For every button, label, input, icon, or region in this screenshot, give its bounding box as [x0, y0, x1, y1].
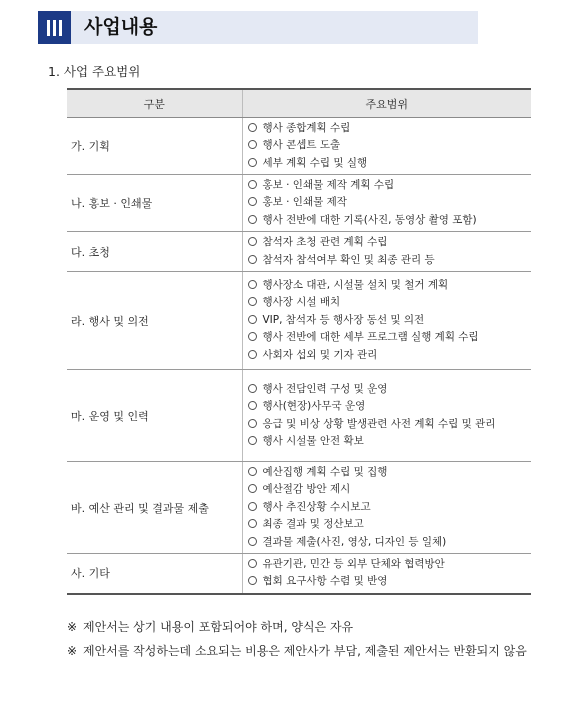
list-item: [247, 573, 528, 590]
circle-bullet-icon: [248, 255, 257, 264]
circle-bullet-icon: [248, 467, 257, 476]
list-item: [247, 212, 528, 229]
row-category: 가. 기획: [67, 118, 242, 175]
scope-item-text: 행사 콘셉트 도출: [262, 139, 341, 152]
note-text: 제안서를 작성하는데 소요되는 비용은 제안사가 부담, 제출된 제안서는 반환되지 않음: [83, 644, 527, 658]
circle-bullet-icon: [248, 297, 257, 306]
scope-item-text: 유관기관, 민간 등 외부 단체와 협력방안: [262, 557, 445, 570]
row-scope-cell: [242, 462, 531, 554]
scope-item-text: 행사 전반에 대한 기록(사진, 동영상 촬영 포함): [262, 213, 477, 226]
circle-bullet-icon: [248, 123, 257, 132]
circle-bullet-icon: [248, 576, 257, 585]
scope-item-text: 예산절감 방안 제시: [262, 483, 351, 496]
table-row: [67, 370, 531, 462]
list-item: [247, 120, 528, 137]
scope-item-list: [247, 277, 528, 364]
circle-bullet-icon: [248, 180, 257, 189]
row-category: 나. 홍보 · 인쇄물: [67, 175, 242, 232]
circle-bullet-icon: [248, 559, 257, 568]
page-title: 사업내용: [84, 16, 158, 38]
scope-item-list: [247, 177, 528, 229]
scope-item-text: 행사 종합계획 수립: [262, 121, 351, 134]
row-category: 바. 예산 관리 및 결과물 제출: [67, 462, 242, 554]
scope-item-list: [247, 464, 528, 551]
scope-item-text: 행사 추진상황 수시보고: [262, 500, 371, 513]
scope-item-text: 행사(현장)사무국 운영: [262, 400, 366, 413]
scope-item-text: 행사 전반에 대한 세부 프로그램 실행 계획 수립: [262, 331, 479, 344]
business-scope-table: [67, 88, 531, 595]
row-scope-cell: [242, 554, 531, 594]
scope-item-text: 최종 결과 및 정산보고: [262, 518, 364, 531]
circle-bullet-icon: [248, 484, 257, 493]
circle-bullet-icon: [248, 519, 257, 528]
table-row: [67, 118, 531, 175]
scope-item-text: 홍보 · 인쇄물 제작: [262, 196, 347, 209]
reference-mark-icon: ※: [67, 620, 78, 634]
scope-item-text: 행사장소 대관, 시설물 설치 및 철거 계획: [262, 278, 449, 291]
roman-numeral-three-icon: [47, 20, 62, 36]
circle-bullet-icon: [248, 332, 257, 341]
scope-item-text: 행사 시설물 안전 확보: [262, 434, 364, 447]
column-header-category: 구분: [67, 89, 242, 118]
table-row: [67, 232, 531, 272]
scope-item-text: 참석자 초청 관련 계획 수립: [262, 236, 388, 249]
list-item: [247, 381, 528, 398]
circle-bullet-icon: [248, 502, 257, 511]
scope-item-text: 사회자 섭외 및 기자 관리: [262, 348, 378, 361]
scope-item-text: VIP, 참석자 등 행사장 동선 및 의전: [262, 313, 425, 326]
circle-bullet-icon: [248, 280, 257, 289]
roman-numeral-badge: [38, 11, 71, 44]
circle-bullet-icon: [248, 401, 257, 410]
scope-item-list: [247, 120, 528, 172]
row-scope-cell: [242, 118, 531, 175]
note-text: 제안서는 상기 내용이 포함되어야 하며, 양식은 자유: [83, 620, 354, 634]
list-item: [247, 177, 528, 194]
list-item: [247, 137, 528, 154]
list-item: [247, 398, 528, 415]
list-item: [247, 516, 528, 533]
scope-item-text: 세부 계획 수립 및 실행: [262, 156, 368, 169]
circle-bullet-icon: [248, 384, 257, 393]
circle-bullet-icon: [248, 350, 257, 359]
row-category: 라. 행사 및 의전: [67, 272, 242, 370]
scope-item-text: 행사장 시설 배치: [262, 296, 341, 309]
list-item: [247, 329, 528, 346]
list-item: [247, 234, 528, 251]
table-row: [67, 554, 531, 594]
list-item: [247, 252, 528, 269]
list-item: [247, 347, 528, 364]
section-header: [38, 11, 478, 44]
table-row: [67, 175, 531, 232]
list-item: [247, 534, 528, 551]
circle-bullet-icon: [248, 215, 257, 224]
table-row: [67, 272, 531, 370]
circle-bullet-icon: [248, 158, 257, 167]
list-item: [247, 294, 528, 311]
scope-item-text: 응급 및 비상 상황 발생관련 사전 계획 수립 및 관리: [262, 417, 496, 430]
list-item: [247, 416, 528, 433]
note-1: [67, 616, 533, 638]
list-item: [247, 277, 528, 294]
row-category: 다. 초청: [67, 232, 242, 272]
list-item: [247, 433, 528, 450]
list-item: [247, 194, 528, 211]
row-category: 사. 기타: [67, 554, 242, 594]
note-2: [67, 640, 561, 662]
reference-mark-icon: ※: [67, 644, 78, 658]
row-category: 마. 운영 및 인력: [67, 370, 242, 462]
list-item: [247, 556, 528, 573]
column-header-scope: 주요범위: [242, 89, 531, 118]
scope-item-text: 결과물 제출(사진, 영상, 디자인 등 일체): [262, 535, 447, 548]
circle-bullet-icon: [248, 140, 257, 149]
row-scope-cell: [242, 272, 531, 370]
list-item: [247, 464, 528, 481]
circle-bullet-icon: [248, 436, 257, 445]
table-row: [67, 462, 531, 554]
row-scope-cell: [242, 232, 531, 272]
circle-bullet-icon: [248, 419, 257, 428]
circle-bullet-icon: [248, 197, 257, 206]
row-scope-cell: [242, 175, 531, 232]
list-item: [247, 312, 528, 329]
table-header-row: [67, 89, 531, 118]
scope-item-text: 행사 전담인력 구성 및 운영: [262, 382, 388, 395]
scope-item-text: 참석자 참석여부 확인 및 최종 관리 등: [262, 253, 435, 266]
scope-item-text: 예산집행 계획 수립 및 집행: [262, 465, 388, 478]
circle-bullet-icon: [248, 315, 257, 324]
scope-item-list: [247, 556, 528, 591]
circle-bullet-icon: [248, 537, 257, 546]
list-item: [247, 499, 528, 516]
list-item: [247, 155, 528, 172]
scope-item-text: 홍보 · 인쇄물 제작 계획 수립: [262, 178, 395, 191]
section-title: 1. 사업 주요범위: [48, 64, 141, 79]
scope-item-list: [247, 234, 528, 269]
scope-item-list: [247, 381, 528, 451]
list-item: [247, 481, 528, 498]
row-scope-cell: [242, 370, 531, 462]
circle-bullet-icon: [248, 237, 257, 246]
scope-item-text: 협회 요구사항 수렴 및 반영: [262, 575, 388, 588]
